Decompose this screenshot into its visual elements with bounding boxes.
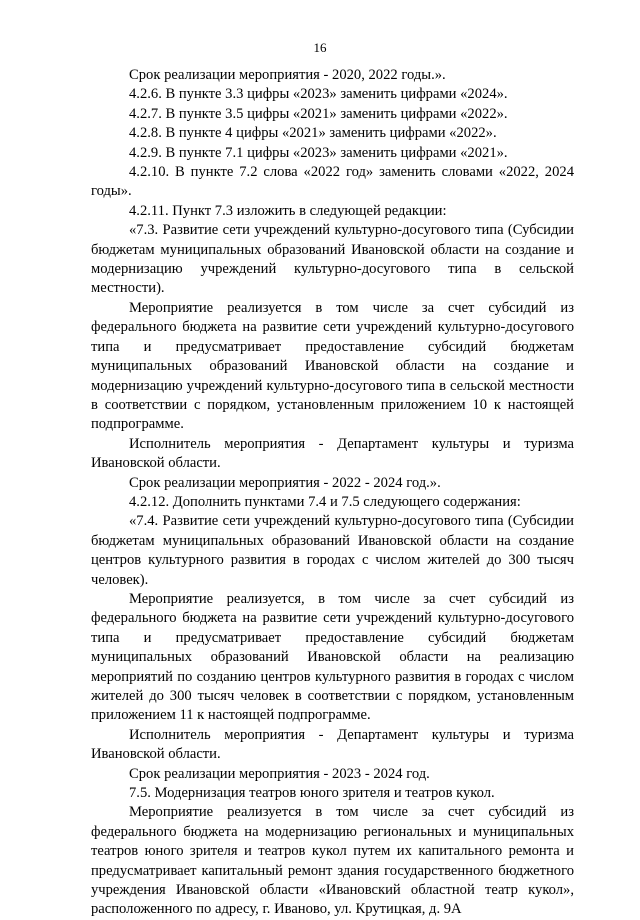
paragraph: 4.2.7. В пункте 3.5 цифры «2021» заменить цифрами «2022». (129, 105, 508, 122)
paragraph: Исполнитель мероприятия - Департамент культуры и туризма Ивановской области. (91, 726, 574, 763)
document-body (91, 66, 574, 920)
paragraph: Мероприятие реализуется в том числе за счет субсидий из федерального бюджета на модернизацию региональных и муниципальных театров юного зрителя и театров кукол путем их капитального ремонта и предусматривает капитальный ремонт здания государственного бюджетного учреждения Ивановской области «Ивановский областной театр кукол», расположенного по адресу, г. Иваново, ул. Крутицкая, д. 9А (91, 804, 574, 918)
paragraph: 4.2.12. Дополнить пунктами 7.4 и 7.5 следующего содержания: (129, 493, 521, 510)
paragraph: Срок реализации мероприятия - 2022 - 2024 год.». (129, 474, 441, 491)
paragraph: 4.2.10. В пункте 7.2 слова «2022 год» заменить словами «2022, 2024 годы». (91, 164, 574, 200)
paragraph: Срок реализации мероприятия - 2023 - 2024 год. (129, 765, 430, 782)
paragraph: «7.4. Развитие сети учреждений культурно-досугового типа (Субсидии бюджетам муниципальных образований Ивановской области на создание центров культурного развития в городах с числом жителей до 300 тысяч человек). (91, 513, 574, 588)
paragraph: 7.5. Модернизация театров юного зрителя и театров кукол. (129, 785, 495, 802)
paragraph: Исполнитель мероприятия - Департамент культуры и туризма Ивановской области. (91, 435, 574, 472)
paragraph: 4.2.6. В пункте 3.3 цифры «2023» заменить цифрами «2024». (129, 86, 508, 103)
paragraph: Мероприятие реализуется в том числе за счет субсидий из федерального бюджета на развитие сети учреждений культурно-досугового типа и предусматривает предоставление субсидий бюджетам муниципальных образований Ивановской области на создание и модернизацию учреждений культурно-досугового типа в сельской местности в соответствии с порядком, установленным приложением 10 к настоящей подпрограмме. (91, 299, 574, 433)
paragraph: Срок реализации мероприятия - 2020, 2022 годы.». (129, 67, 446, 83)
page-number: 16 (313, 40, 327, 55)
paragraph: Мероприятие реализуется, в том числе за счет субсидий из федерального бюджета на развитие сети учреждений культурно-досугового типа и предусматривает предоставление субсидий бюджетам муниципальных образований Ивановской области на реализацию мероприятий по созданию центров культурного развития в городах с числом жителей до 300 тысяч человек в соответствии с порядком, установленным приложением 11 к настоящей подпрограмме. (91, 590, 574, 724)
paragraph: 4.2.9. В пункте 7.1 цифры «2023» заменить цифрами «2021». (129, 144, 508, 161)
paragraph: 4.2.11. Пункт 7.3 изложить в следующей редакции: (129, 202, 447, 219)
paragraph: 4.2.8. В пункте 4 цифры «2021» заменить цифрами «2022». (129, 125, 497, 142)
paragraph: «7.3. Развитие сети учреждений культурно-досугового типа (Субсидии бюджетам муниципальных образований Ивановской области на создание и модернизацию учреждений культурно-досугового типа в сельской местности). (91, 222, 574, 297)
